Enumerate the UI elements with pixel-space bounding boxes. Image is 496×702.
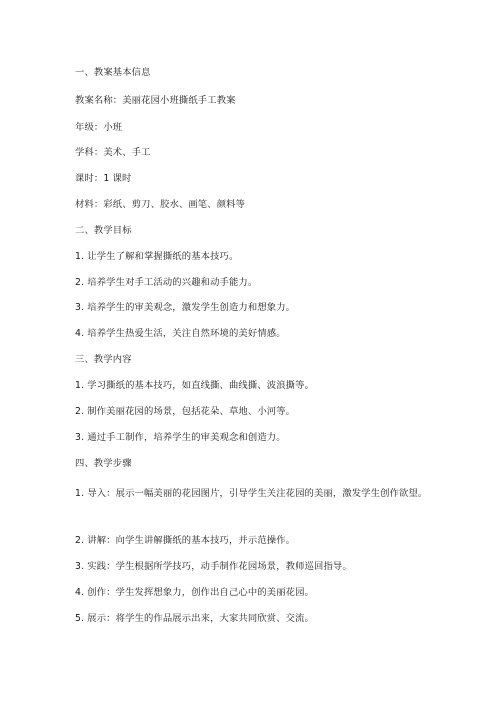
goal-item: 1. 让学生了解和掌握撕纸的基本技巧。 [75, 251, 239, 262]
section1-heading: 一、教案基本信息 [75, 67, 151, 78]
grade-line: 年级：小班 [75, 122, 123, 133]
step-item: 4. 创作：学生发挥想象力，创作出自己心中的美丽花园。 [75, 587, 315, 598]
lesson-name: 教案名称：美丽花园小班撕纸手工教案 [75, 95, 236, 106]
goal-item: 3. 培养学生的审美观念，激发学生创造力和想象力。 [75, 302, 296, 313]
materials-line: 材料：彩纸、剪刀、胶水、画笔、颜料等 [75, 199, 246, 210]
goal-item: 2. 培养学生对手工活动的兴趣和动手能力。 [75, 277, 258, 288]
step-item: 2. 讲解：向学生讲解撕纸的基本技巧，并示范操作。 [75, 535, 296, 546]
content-item: 2. 制作美丽花园的场景，包括花朵、草地、小河等。 [75, 406, 296, 417]
content-item: 3. 通过手工制作，培养学生的审美观念和创造力。 [75, 432, 286, 443]
section3-heading: 三、教学内容 [75, 354, 132, 365]
content-item: 1. 学习撕纸的基本技巧，如直线撕、曲线撕、波浪撕等。 [75, 380, 315, 391]
section4-heading: 四、教学步骤 [75, 458, 132, 469]
step-item: 3. 实践：学生根据所学技巧，动手制作花园场景，教师巡回指导。 [75, 561, 352, 572]
goal-item: 4. 培养学生热爱生活，关注自然环境的美好情感。 [75, 328, 286, 339]
subject-line: 学科：美术、手工 [75, 147, 151, 158]
section2-heading: 二、教学目标 [75, 225, 132, 236]
hours-line: 课时：1 课时 [75, 173, 132, 184]
step-item: 1. 导入：展示一幅美丽的花园图片，引导学生关注花园的美丽，激发学生创作欲望。 [75, 488, 428, 499]
step-item: 5. 展示：将学生的作品展示出来，大家共同欣赏、交流。 [75, 613, 315, 624]
